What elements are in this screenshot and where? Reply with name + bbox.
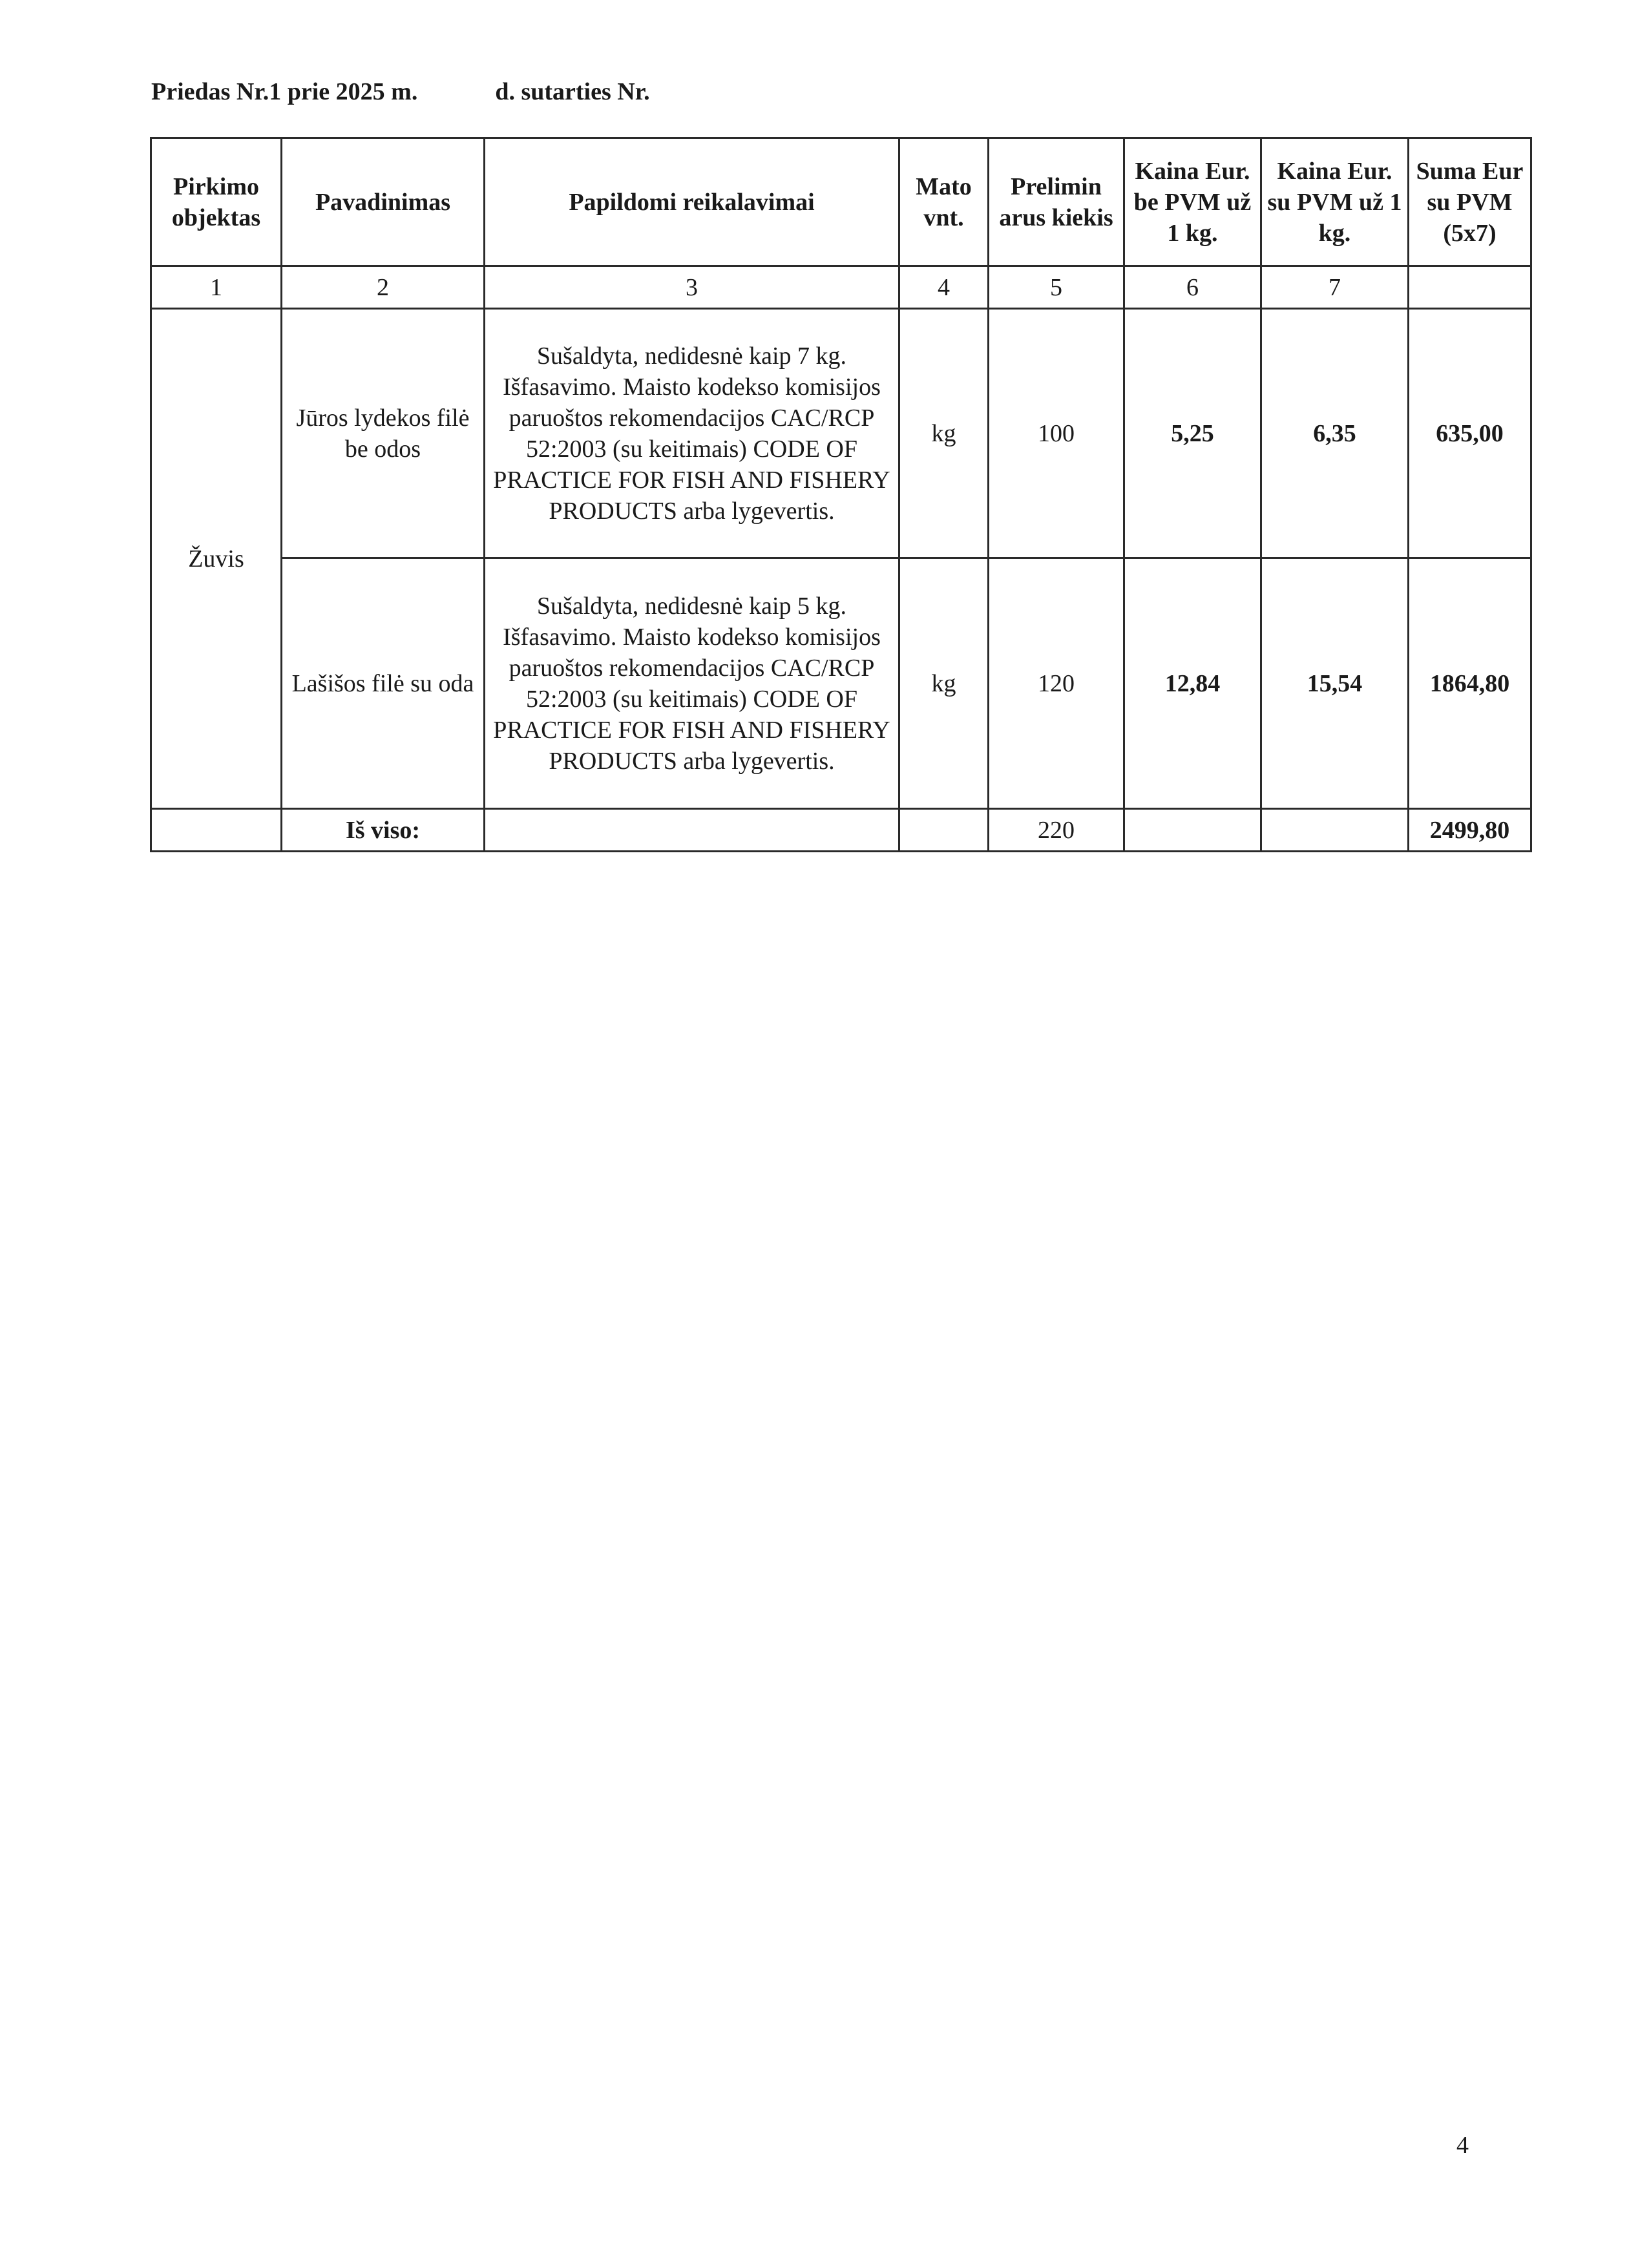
specification-table: [150, 137, 1532, 852]
total-quantity: 220: [989, 809, 1124, 852]
item-name-cell: Jūros lydekos filė be odos: [282, 309, 485, 558]
column-number: 3: [485, 266, 899, 309]
column-header: Prelimin arus kiekis: [989, 138, 1124, 266]
item-unit-cell: kg: [899, 558, 989, 809]
column-number: [1409, 266, 1531, 309]
header-contract-text: d. sutarties Nr.: [495, 78, 650, 105]
item-sum-cell: 1864,80: [1409, 558, 1531, 809]
column-number-row: [151, 266, 1531, 309]
item-requirements-cell: Sušaldyta, nedidesnė kaip 5 kg. Išfasavimo. Maisto kodekso komisijos paruoštos rekomendacijos CAC/RCP 52:2003 (su keitimais) CODE OF PRACTICE FOR FISH AND FISHERY PRODUCTS arba lygevertis.: [485, 558, 899, 809]
column-number: 5: [989, 266, 1124, 309]
item-requirements-cell: Sušaldyta, nedidesnė kaip 7 kg. Išfasavimo. Maisto kodekso komisijos paruoštos rekomendacijos CAC/RCP 52:2003 (su keitimais) CODE OF PRACTICE FOR FISH AND FISHERY PRODUCTS arba lygevertis.: [485, 309, 899, 558]
column-number: 2: [282, 266, 485, 309]
purchase-object-cell: Žuvis: [151, 309, 282, 809]
column-header: Kaina Eur. be PVM už 1 kg.: [1124, 138, 1261, 266]
table-row: [151, 309, 1531, 558]
table-header-row: [151, 138, 1531, 266]
column-number: 1: [151, 266, 282, 309]
item-quantity-cell: 100: [989, 309, 1124, 558]
total-label: Iš viso:: [282, 809, 485, 852]
total-sum: 2499,80: [1409, 809, 1531, 852]
column-header: Pavadinimas: [282, 138, 485, 266]
item-sum-cell: 635,00: [1409, 309, 1531, 558]
empty-cell: [151, 809, 282, 852]
column-header: Kaina Eur. su PVM už 1 kg.: [1261, 138, 1409, 266]
column-header: Mato vnt.: [899, 138, 989, 266]
header-annex-text: Priedas Nr.1 prie 2025 m.: [151, 78, 418, 105]
empty-cell: [899, 809, 989, 852]
item-price-no-vat-cell: 12,84: [1124, 558, 1261, 809]
column-header: Suma Eur su PVM (5x7): [1409, 138, 1531, 266]
item-unit-cell: kg: [899, 309, 989, 558]
item-price-vat-cell: 6,35: [1261, 309, 1409, 558]
column-number: 7: [1261, 266, 1409, 309]
empty-cell: [1124, 809, 1261, 852]
empty-cell: [1261, 809, 1409, 852]
column-header: Papildomi reikalavimai: [485, 138, 899, 266]
total-row: [151, 809, 1531, 852]
column-number: 6: [1124, 266, 1261, 309]
empty-cell: [485, 809, 899, 852]
column-number: 4: [899, 266, 989, 309]
item-price-no-vat-cell: 5,25: [1124, 309, 1261, 558]
item-name-cell: Lašišos filė su oda: [282, 558, 485, 809]
table-row: [151, 558, 1531, 809]
item-price-vat-cell: 15,54: [1261, 558, 1409, 809]
item-quantity-cell: 120: [989, 558, 1124, 809]
document-header: [151, 78, 650, 106]
page-number: 4: [1456, 2132, 1469, 2159]
column-header: Pirkimo objektas: [151, 138, 282, 266]
